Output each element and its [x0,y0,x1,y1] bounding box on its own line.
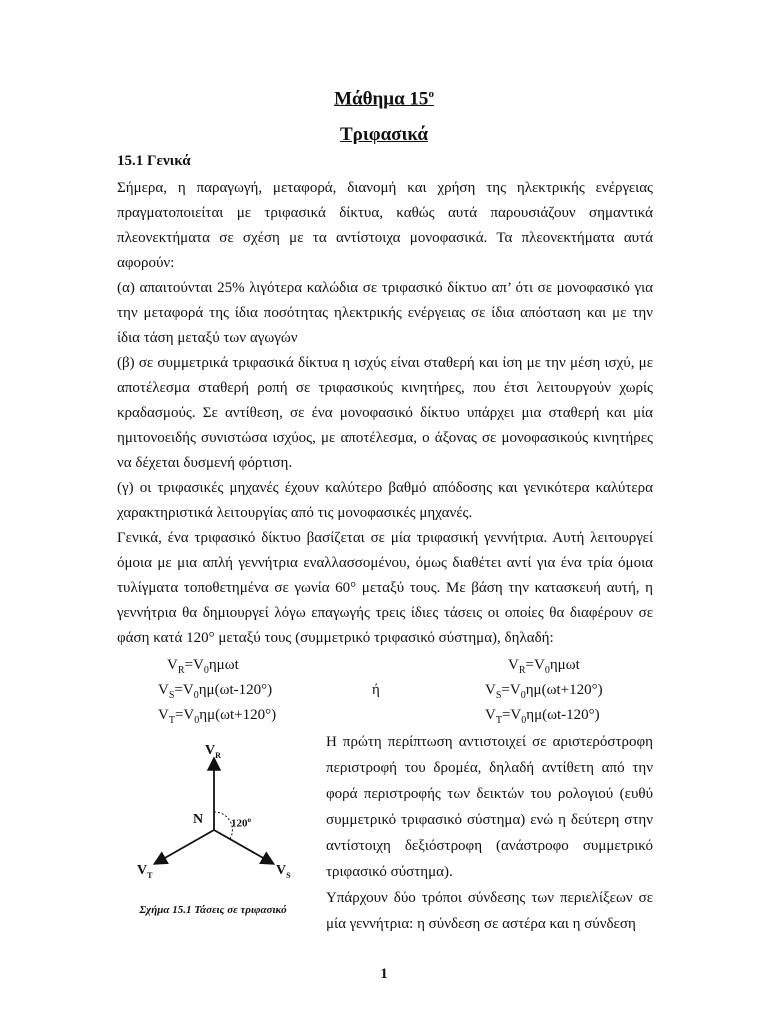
eq-rhs: =V [501,707,522,723]
section-heading: 15.1 Γενικά [117,153,191,169]
equation-or: ή [372,682,380,698]
eq-symbol: V [167,657,178,673]
paragraph: Υπάρχουν δύο τρόποι σύνδεσης των περιελίξεων σε μία γεννήτρια: η σύνδεση σε αστέρα και η σύνδεση [326,890,653,932]
label-v: V [205,743,216,758]
label-v: V [137,863,148,878]
eq-sub: S [168,690,175,701]
eq-rhs: =V [501,682,521,698]
eq-sub0: 0 [194,715,200,726]
eq-tail: ημ(ωt-120°) [526,707,600,723]
eq-sub: R [518,665,526,676]
eq-sub: S [495,690,502,701]
angle-sup: ο [247,816,251,824]
eq-sub0: 0 [544,665,550,676]
label-vt [137,863,152,880]
equation-left-r [167,657,239,676]
equation-right-s [485,682,603,701]
phasor-vs-arrow [214,830,272,863]
eq-sub: T [495,715,502,726]
label-sub-s: S [286,870,291,880]
angle-value: 120 [231,817,248,830]
eq-sub0: 0 [521,715,527,726]
paragraph: Σήμερα, η παραγωγή, μεταφορά, διανομή και χρήση της ηλεκτρικής ενέργειας πραγματοποιείται με τριφασικά δίκτυα, καθώς αυτά παρουσιάζουν σημαντικά πλεονεκτήματα σε σχέση με τα αντίστοιχα μονοφασικά. Τα πλεονεκτήματα αυτά αφορούν: [117,180,653,271]
equation-left-t [158,707,276,726]
eq-rhs: =V [184,657,204,673]
eq-rhs: =V [174,707,195,723]
eq-tail: ημ(ωt+120°) [525,682,603,698]
eq-symbol: V [485,682,496,698]
phasor-vt-arrow [156,830,214,863]
eq-tail: ημωt [208,657,239,673]
label-vs [276,863,291,880]
eq-sub0: 0 [193,690,199,701]
page-title [0,88,768,110]
eq-rhs: =V [174,682,194,698]
equation-right-r [508,657,580,676]
paragraph: (γ) οι τριφασικές μηχανές έχουν καλύτερο βαθμό απόδοσης και γενικότερα καλύτερα χαρακτηριστικά λειτουργίας από τις μονοφασικές μηχανές. [117,480,653,521]
equation-right-t [485,707,600,726]
paragraph: Γενικά, ένα τριφασικό δίκτυο βασίζεται σε μία τριφασική γεννήτρια. Αυτή λειτουργεί όμοια με μια απλή γεννήτρια εναλλασσομένου, όμως διαθέτει αντί για ένα τρία όμοια τυλίγματα τοποθετημένα σε γωνία 60° μεταξύ τους. Με βάση την κατασκευή αυτή, η γεννήτρια θα δημιουργεί λόγω επαγωγής τρεις ίδιες τάσεις οι οποίες θα διαφέρουν σε φάση κατά 120° μεταξύ τους (συμμετρικό τριφασικό σύστημα), δηλαδή: [117,530,653,646]
eq-sub: R [177,665,185,676]
label-v: V [276,863,287,878]
paragraph: (α) απαιτούνται 25% λιγότερα καλώδια σε τριφασικό δίκτυο απ’ ότι σε μονοφασικό για την μεταφορά της ίδια ποσότητας ηλεκτρικής ενέργειας σε ίδια απόσταση και με την ίδια τάση μεταξύ των αγωγών [117,280,653,346]
eq-symbol: V [158,682,169,698]
eq-tail: ημ(ωt-120°) [198,682,273,698]
eq-symbol: V [158,707,169,723]
label-sub-t: T [147,870,153,880]
page-subtitle: Τριφασικά [339,124,429,145]
figure-caption: Σχήμα 15.1 Τάσεις σε τριφασικό [139,904,287,916]
lesson-title-text: Μάθημα 15 [334,88,429,110]
eq-symbol: V [485,707,496,723]
page-number: 1 [380,966,388,982]
right-column-text [326,729,653,937]
eq-symbol: V [508,657,519,673]
paragraph: Η πρώτη περίπτωση αντιστοιχεί σε αριστερόστροφη περιστροφή του δρομέα, δηλαδή αντίθετη από την φορά περιστροφής των δεικτών του ρολογιού (ευθύ συμμετρικό τριφασικό σύστημα) ενώ η δεύτερη στην αντίστοιχη δεξιόστροφη (ανάστροφο συμμετρικό τριφασικό σύστημα). [326,734,653,880]
angle-label [231,816,251,830]
eq-tail: ημ(ωt+120°) [199,707,277,723]
label-vr [205,743,221,760]
eq-sub0: 0 [203,665,209,676]
label-sub-r: R [215,750,221,760]
paragraph: (β) σε συμμετρικά τριφασικά δίκτυα η ισχύς είναι σταθερή και ίση με την μέση ισχύ, με αποτέλεσμα σταθερή ροπή σε τριφασικούς κινητήρες, που έτσι λειτουργούν χωρίς κραδασμούς. Σε αντίθεση, σε ένα μονοφασικό δίκτυο υπάρχει μια σταθερή και μία ημιτονοειδής συνιστώσα ισχύος, με αποτέλεσμα, ο άξονας σε μονοφασικούς κινητήρες να δέχεται δυσμενή φόρτιση. [117,355,653,471]
equation-left-s [158,682,272,701]
eq-sub0: 0 [520,690,526,701]
label-n: N [193,812,204,827]
eq-sub: T [168,715,175,726]
eq-tail: ημωt [549,657,580,673]
body-text [117,176,653,651]
eq-rhs: =V [525,657,545,673]
lesson-title-sup: ο [428,88,434,100]
